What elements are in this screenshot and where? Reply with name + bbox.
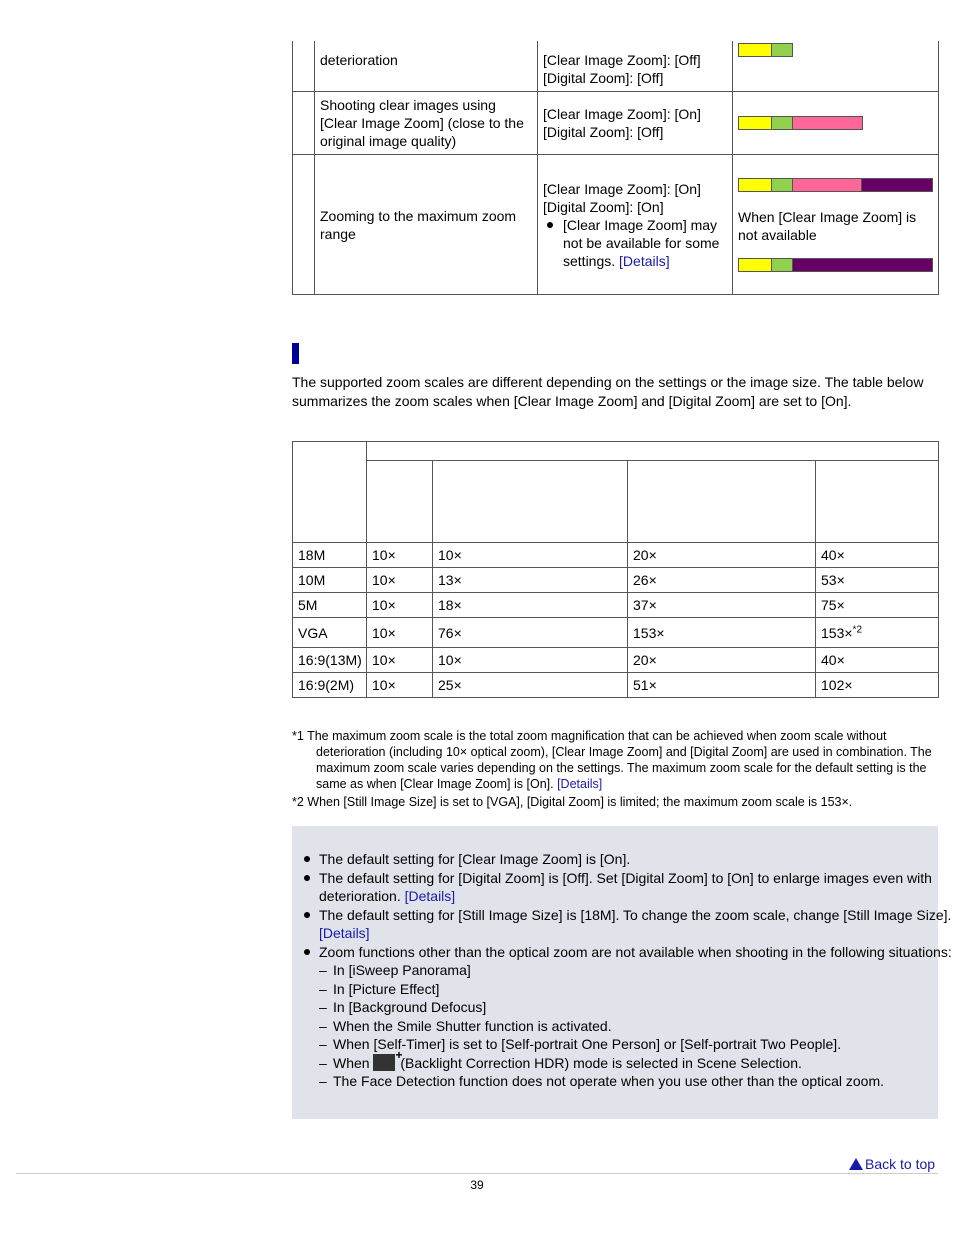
table-row [293, 92, 939, 155]
list-item: The default setting for [Digital Zoom] is [Off]. Set [Digital Zoom] to [On] to enlarge images even with deterioration. [Details] [319, 869, 953, 906]
intro-paragraph: The supported zoom scales are different depending on the settings or the image size. The table below summarizes the zoom scales when [Clear Image Zoom] and [Digital Zoom] are set to [On]. [292, 374, 924, 409]
bar-segment-no-deterioration [772, 43, 793, 57]
bar-segment-optical [738, 258, 772, 272]
bar-segment-no-deterioration [772, 178, 793, 192]
table-row: 5M 10× 18× 37× 75× [293, 593, 939, 618]
list-item: The default setting for [Clear Image Zoom] is [On]. [319, 850, 953, 869]
section-heading-mark [292, 343, 299, 364]
table-row: 10M 10× 13× 26× 53× [293, 568, 939, 593]
bar-segment-digital-zoom [862, 178, 933, 192]
page-number: 39 [470, 1178, 484, 1192]
purpose-cell: Zooming to the maximum zoom range [315, 155, 538, 295]
list-item: – In [Background Defocus] [333, 998, 953, 1017]
zoom-bar [738, 116, 933, 130]
header-cell [816, 461, 939, 543]
bar-segment-clear-image-zoom [793, 116, 863, 130]
zoom-bar-cell [733, 92, 939, 155]
back-to-top-link[interactable]: Back to top [849, 1155, 935, 1173]
purpose-cell: deterioration [315, 41, 538, 92]
footnote-1: *1 The maximum zoom scale is the total zoom magnification that can be achieved when zoom scale without deterioration (including 10× optical zoom), [Clear Image Zoom] and [Digital Zoom] are used in combination. The maximum zoom scale varies depending on the settings. The maximum zoom scale for the default setting is the same as when [Clear Image Zoom] is [On]. [Details] [292, 729, 932, 791]
header-cell [433, 461, 628, 543]
header-cell [628, 461, 816, 543]
details-link[interactable]: [Details] [619, 252, 670, 269]
list-item: [Clear Image Zoom] may not be available for some settings. [Details] [563, 216, 727, 270]
header-cell-image-size [293, 442, 367, 543]
list-item: The default setting for [Still Image Size] is [18M]. To change the zoom scale, change [Still Image Size]. [Details] [319, 906, 952, 941]
table-header-row [293, 442, 939, 461]
setting-cell: [Clear Image Zoom]: [On] [Digital Zoom]: [On] [Clear Image Zoom] may not be available for some settings. [Details] [538, 155, 733, 295]
hint-list [300, 850, 953, 1091]
footnote-marker: *2 [852, 623, 862, 635]
setting-cell: [Clear Image Zoom]: [On] [Digital Zoom]: [Off] [538, 92, 733, 155]
bar-caption: When [Clear Image Zoom] is not available [738, 208, 917, 243]
purpose-cell: Shooting clear images using [Clear Image Zoom] (close to the original image quality) [315, 92, 538, 155]
list-item: – When the Smile Shutter function is activated. [333, 1017, 953, 1036]
setting-cell: [Clear Image Zoom]: [Off] [Digital Zoom]: [Off] [538, 41, 733, 92]
bar-segment-no-deterioration [772, 116, 793, 130]
list-item: – The Face Detection function does not operate when you use other than the optical zoom. [333, 1072, 953, 1091]
details-link[interactable]: [Details] [319, 925, 370, 941]
situation-list [319, 961, 953, 1091]
hint-box [292, 826, 952, 1119]
details-link[interactable]: [Details] [404, 888, 456, 904]
zoom-bar [738, 178, 933, 192]
table-header-row [293, 461, 939, 543]
list-item: – When [Self-Timer] is set to [Self-portrait One Person] or [Self-portrait Two People]. [333, 1035, 953, 1054]
details-link[interactable]: [Details] [557, 777, 603, 791]
table-row: VGA 10× 76× 153× 153×$^{*2}$ [293, 618, 939, 648]
zoom-bar-cell [733, 155, 939, 295]
bar-segment-optical [738, 116, 772, 130]
list-item: – When + (Backlight Correction HDR) mode is selected in Scene Selection. [333, 1054, 953, 1073]
list-item: Zoom functions other than the optical zoom are not available when shooting in the following situations: – In [iSweep Panorama] – In [Picture Effect] – In [Background Defocus] – When the Smile Shutter function is activated. – When [Self-Timer] is set to [Self-portrait One Person] or [Self-portrait Two People]. – When + (Backlight Correction HDR) mode is selected in Scene Selection. – The Face Detection function does not operate when you use other than the optical zoom. [319, 943, 953, 1091]
bar-segment-optical [738, 43, 772, 57]
table-row: 18M 10× 10× 20× 40× [293, 543, 939, 568]
header-cell-zoom-scale [367, 442, 939, 461]
list-item: – In [Picture Effect] [333, 980, 953, 999]
zoom-bar [738, 258, 933, 272]
bar-segment-digital-zoom [793, 258, 933, 272]
list-item: – In [iSweep Panorama] [333, 961, 953, 980]
bar-segment-clear-image-zoom [793, 178, 863, 192]
header-cell [367, 461, 433, 543]
footer-divider [16, 1173, 938, 1174]
table-row: 16:9(2M) 10× 25× 51× 102× [293, 673, 939, 698]
bar-segment-optical [738, 178, 772, 192]
zoom-scale-table [292, 441, 939, 698]
up-arrow-icon [849, 1158, 863, 1170]
table-row: 16:9(13M) 10× 10× 20× 40× [293, 648, 939, 673]
table-row [293, 41, 939, 92]
bar-segment-no-deterioration [772, 258, 793, 272]
table-row [293, 155, 939, 295]
footnote-2: *2 When [Still Image Size] is set to [VGA], [Digital Zoom] is limited; the maximum zoom scale is 153×. [292, 795, 853, 809]
footnotes [292, 728, 938, 810]
zoom-settings-table [292, 41, 939, 295]
zoom-bar-cell [733, 41, 939, 92]
zoom-bar [738, 43, 933, 57]
backlight-hdr-icon [373, 1054, 395, 1071]
